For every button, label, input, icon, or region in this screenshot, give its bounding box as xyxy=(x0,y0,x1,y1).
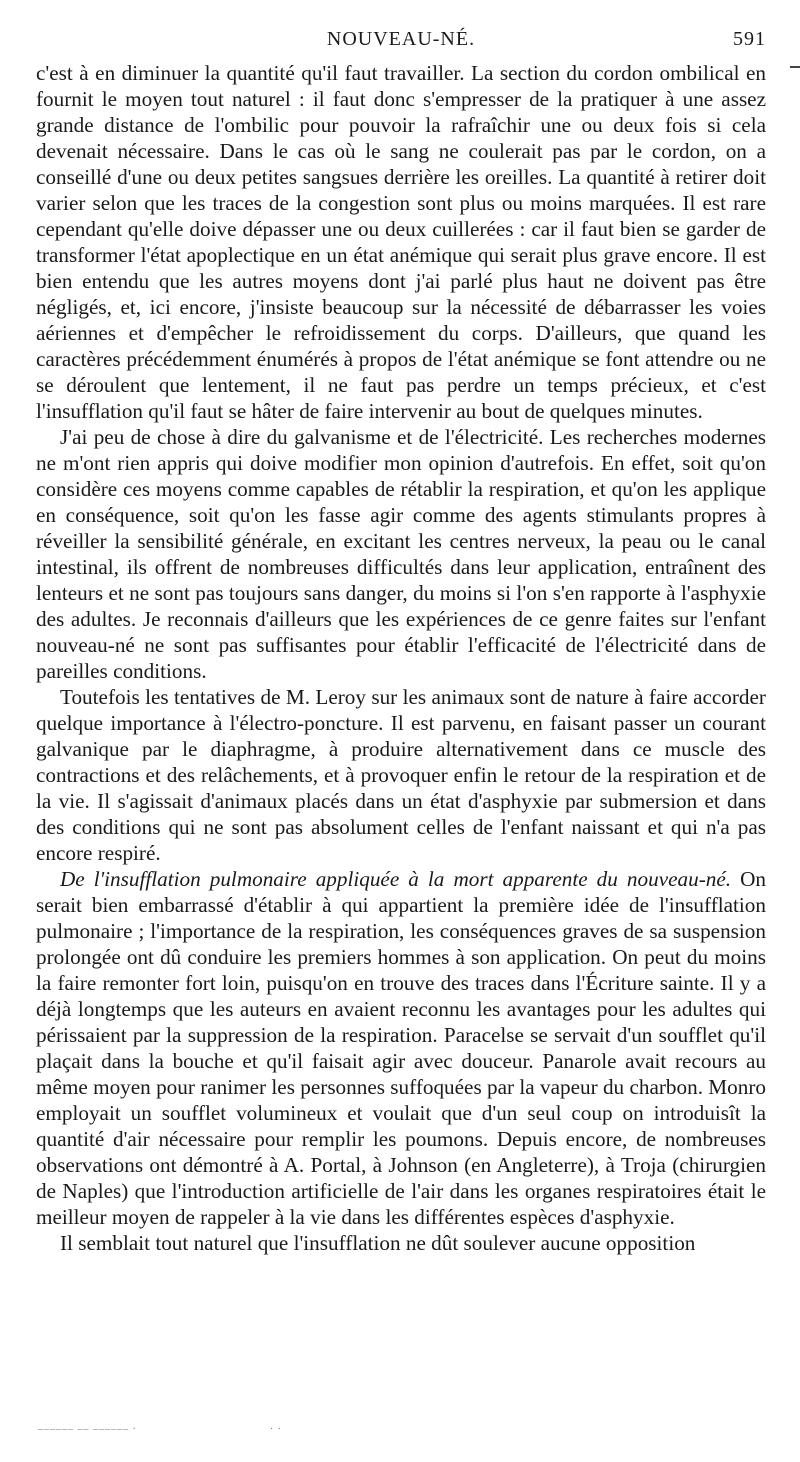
paragraph-1: c'est à en diminuer la quantité qu'il faut travailler. La section du cordon ombilical en fournit le moyen tout naturel : il faut donc s'empresser de la pratiquer à une assez grande distance de l'ombilic pour pouvoir la rafraîchir une ou deux fois si cela devenait nécessaire. Dans le cas où le sang ne coulerait pas par le cordon, on a conseillé d'une ou deux petites sangsues derrière les oreilles. La quantité à retirer doit varier selon que les traces de la congestion sont plus ou moins marquées. Il est rare cependant qu'elle doive dépasser une ou deux cuillerées : car il faut bien se garder de transformer l'état apoplectique en un état anémique qui serait plus grave encore. Il est bien entendu que les autres moyens dont j'ai parlé plus haut ne doivent pas être négligés, et, ici encore, j'insiste beaucoup sur la nécessité de débarrasser les voies aériennes et d'empêcher le refroidissement du corps. D'ailleurs, que quand les caractères précédemment énumérés à propos de l'état anémique se font attendre ou ne se déroulent que lentement, il ne faut pas perdre un temps précieux, et c'est l'insufflation qu'il faut se hâter de faire intervenir au bout de quelques minutes. xyxy=(36,61,766,423)
paragraph-3: Toutefois les tentatives de M. Leroy sur les animaux sont de nature à faire accorder quelque importance à l'électro-poncture. Il est parvenu, en faisant passer un courant galvanique par le diaphragme, à produire alternativement dans ce muscle des contractions et des relâchements, et à provoquer enfin le retour de la respiration et de la vie. Il s'agissait d'animaux placés dans un état d'asphyxie par submersion et dans des conditions qui ne sont pas absolument celles de l'enfant naissant et qui n'a pas encore respiré. xyxy=(36,685,766,865)
paragraph-5: Il semblait tout naturel que l'insufflation ne dût soulever aucune opposition xyxy=(60,1231,696,1255)
paragraph-2: J'ai peu de chose à dire du galvanisme et de l'électricité. Les recherches modernes ne m'ont rien appris qui doive modifier mon opinion d'autrefois. En effet, soit qu'on considère ces moyens comme capables de rétablir la respiration, et qu'on les applique en conséquence, soit qu'on les fasse agir comme des agents stimulants propres à réveiller la sensibilité générale, en excitant les centres nerveux, la peau ou le canal intestinal, ils offrent de nombreuses difficultés dans leur application, entraînent des lenteurs et ne sont pas toujours sans danger, du moins si l'on s'en rapporte à l'asphyxie des adultes. Je reconnais d'ailleurs que les expériences de ce genre faites sur l'enfant nouveau-né ne sont pas suffisantes pour établir l'efficacité de l'électricité dans de pareilles conditions. xyxy=(36,425,766,683)
page-number: 591 xyxy=(733,28,766,50)
book-page xyxy=(36,24,766,1256)
running-header xyxy=(36,24,766,60)
margin-mark xyxy=(790,66,800,68)
footer-smudge: –––––– –– –––––– · · · xyxy=(38,1424,282,1435)
paragraph-4-text: On serait bien embarrassé d'établir à qui appartient la première idée de l'insufflation pulmonaire ; l'importance de la respiration, les conséquences graves de sa suspension prolongée ont dû conduire les premiers hommes à son application. On peut du moins la faire remonter fort loin, puisqu'on en trouve des traces dans l'Écriture sainte. Il y a déjà longtemps que les auteurs en avaient reconnu les avantages pour les adultes qui périssaient par la suppression de la respiration. Paracelse se servait d'un soufflet qu'il plaçait dans la bouche et qu'il faisait agir avec douceur. Panarole avait recours au même moyen pour ranimer les personnes suffoquées par la vapeur du charbon. Monro employait un soufflet volumineux et voulait que d'un seul coup on introduisît la quantité d'air nécessaire pour remplir les poumons. Depuis encore, de nombreuses observations ont démontré à A. Portal, à Johnson (en Angleterre), à Troja (chirurgien de Naples) que l'introduction artificielle de l'air dans les organes respiratoires était le meilleur moyen de rappeler à la vie dans les différentes espèces d'asphyxie. xyxy=(36,867,766,1229)
section-heading-insufflation: De l'insufflation pulmonaire appliquée à la mort apparente du nouveau-né. xyxy=(60,867,732,891)
body-text xyxy=(36,60,766,1256)
running-title: NOUVEAU-NÉ. xyxy=(326,28,476,50)
paragraph-4 xyxy=(36,866,766,1230)
